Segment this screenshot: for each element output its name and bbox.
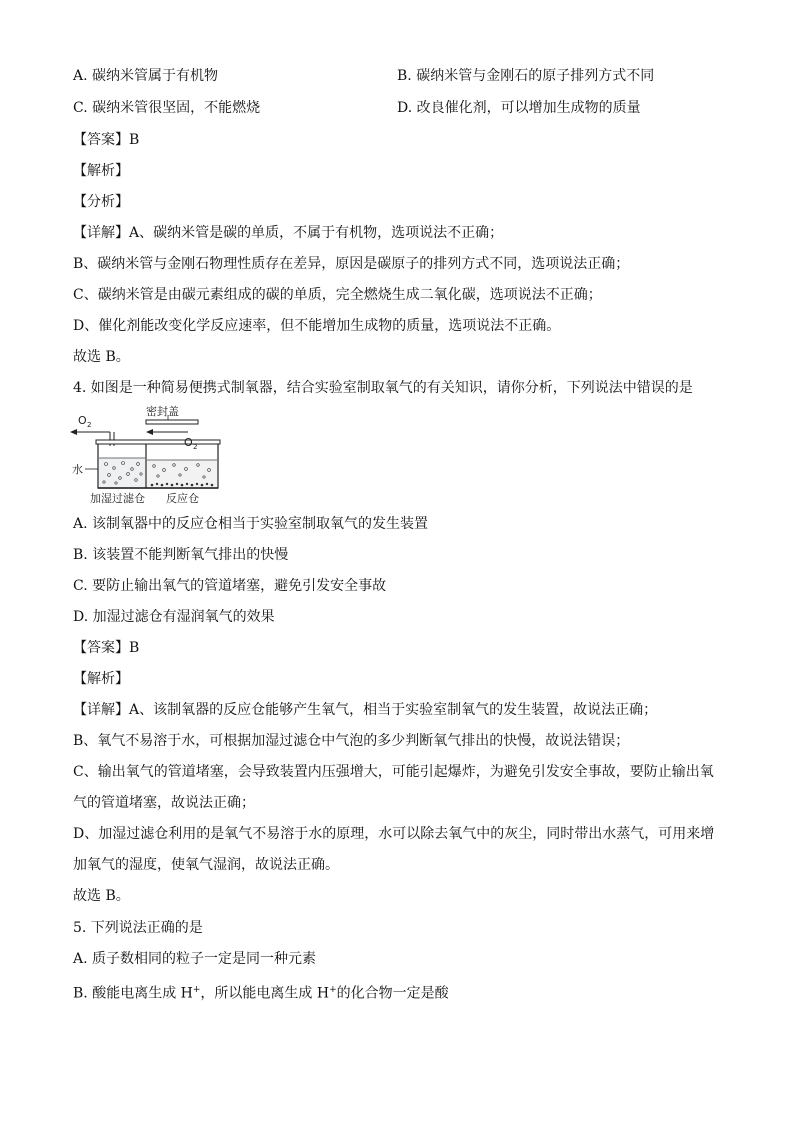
q4-answer: 【答案】B [73, 640, 140, 656]
q3-analysis-heading: 【解析】 [73, 163, 129, 179]
q4-stem: 4. 如图是一种简易便携式制氧器，结合实验室制取氧气的有关知识，请你分析，下列说法中错误的是 [73, 380, 693, 396]
hydrogen-ion-charge: + [192, 985, 201, 995]
q3-detail-a: 【详解】A、碳纳米管是碳的单质，不属于有机物，选项说法不正确； [73, 225, 504, 241]
q4-detail-d-line2: 加氧气的湿度，使氧气湿润，故说法正确。 [73, 857, 339, 873]
q4-detail-a: 【详解】A、该制氧器的反应仓能够产生氧气，相当于实验室制氧气的发生装置，故说法正确； [73, 702, 658, 718]
hydrogen-ion-charge-2: + [329, 985, 337, 995]
q3-option-a: A. 碳纳米管属于有机物 [73, 68, 219, 84]
q4-option-d: D. 加湿过滤仓有湿润氧气的效果 [73, 609, 275, 625]
q5-stem: 5. 下列说法正确的是 [73, 920, 203, 936]
q3-detail-d: D、催化剂能改变化学反应速率，但不能增加生成物的质量，选项说法不正确。 [73, 318, 561, 334]
q5-option-b-part1: B. 酸能电离生成 H [73, 985, 193, 1002]
q4-option-a: A. 该制氧器中的反应仓相当于实验室制取氧气的发生装置 [73, 516, 429, 532]
q3-option-c: C. 碳纳米管很坚固，不能燃烧 [73, 100, 261, 116]
q4-detail-d-line1: D、加湿过滤仓利用的是氧气不易溶于水的原理，水可以除去氧气中的灰尘，同时带出水蒸气，可用来增 [73, 826, 715, 842]
q5-option-b [73, 980, 449, 1004]
q4-option-b: B. 该装置不能判断氧气排出的快慢 [73, 547, 289, 563]
filter-chamber-label: 加湿过滤仓 [90, 492, 145, 505]
q4-detail-c-line1: C、输出氧气的管道堵塞，会导致装置内压强增大，可能引起爆炸，为避免引发安全事故，要防止输出氧 [73, 764, 714, 780]
q4-analysis-heading: 【解析】 [73, 671, 129, 687]
reactor-chamber-label: 反应仓 [166, 492, 199, 505]
svg-text:2: 2 [87, 421, 92, 429]
q4-conclusion: 故选 B。 [73, 888, 130, 904]
q3-option-b: B. 碳纳米管与金刚石的原子排列方式不同 [397, 68, 655, 84]
q4-detail-c-line2: 气的管道堵塞，故说法正确； [73, 795, 255, 811]
q4-detail-b: B、氧气不易溶于水，可根据加湿过滤仓中气泡的多少判断氧气排出的快慢，故说法错误； [73, 733, 630, 749]
o2-internal-label: O [184, 436, 193, 449]
lid-label: 密封盖 [146, 405, 179, 418]
water-label: 水 [72, 463, 83, 476]
q5-option-b-part3: 的化合物一定是酸 [336, 985, 449, 1002]
q3-detail-c: C、碳纳米管是由碳元素组成的碳的单质，完全燃烧生成二氧化碳，选项说法不正确； [73, 287, 602, 303]
svg-text:2: 2 [193, 443, 198, 451]
q5-option-b-part2: ，所以能电离生成 H [200, 985, 330, 1002]
q3-detail-b: B、碳纳米管与金刚石物理性质存在差异，原因是碳原子的排列方式不同，选项说法正确； [73, 256, 630, 272]
q3-answer: 【答案】B [73, 132, 140, 148]
q5-option-a: A. 质子数相同的粒子一定是同一种元素 [73, 951, 317, 967]
q4-option-c: C. 要防止输出氧气的管道堵塞，避免引发安全事故 [73, 578, 387, 594]
o2-output-label: O [78, 414, 87, 427]
oxygen-generator-diagram [68, 402, 228, 506]
q3-fenxi-heading: 【分析】 [73, 194, 129, 210]
q3-conclusion: 故选 B。 [73, 349, 130, 365]
q3-option-d: D. 改良催化剂，可以增加生成物的质量 [397, 100, 641, 116]
